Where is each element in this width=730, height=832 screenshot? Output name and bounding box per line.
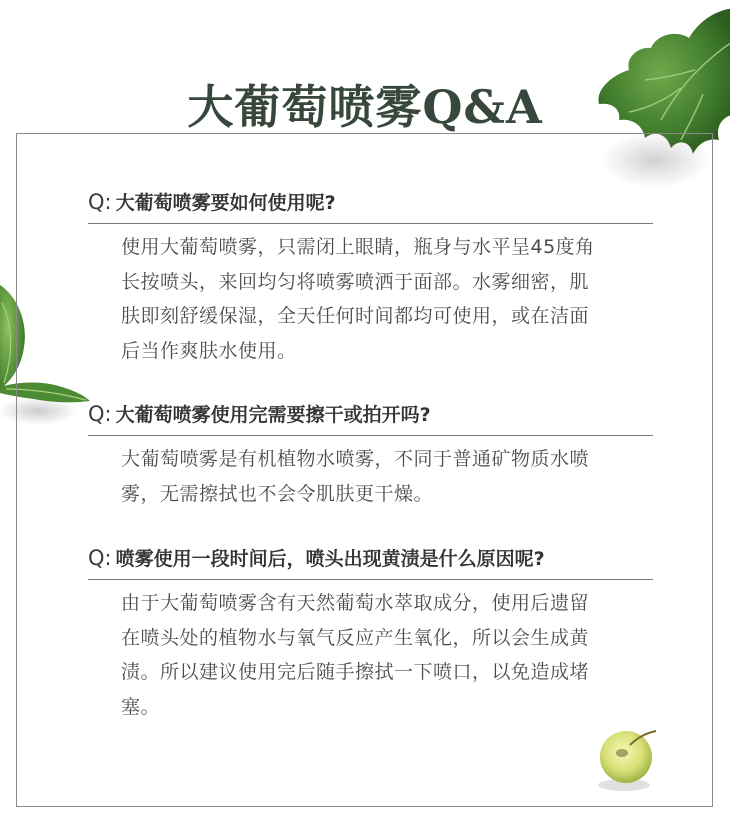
answer-text <box>88 224 653 368</box>
qa-item <box>88 188 653 368</box>
answer-line: 渍。所以建议使用完后随手擦拭一下喷口，以免造成堵 <box>121 661 590 683</box>
question-text: 大葡萄喷雾使用完需要擦干或拍开吗? <box>115 404 431 426</box>
question-row <box>88 544 653 580</box>
answer-line: 使用大葡萄喷雾，只需闭上眼睛，瓶身与水平呈45度角 <box>121 236 595 258</box>
answer-text <box>88 436 653 511</box>
answer-line: 雾，无需擦拭也不会令肌肤更干燥。 <box>121 482 434 505</box>
question-row <box>88 400 653 436</box>
question-row <box>88 188 653 224</box>
answer-line: 大葡萄喷雾是有机植物水喷雾，不同于普通矿物质水喷 <box>121 448 590 470</box>
answer-line: 由于大葡萄喷雾含有天然葡萄水萃取成分，使用后遗留 <box>121 592 590 614</box>
question-prefix: Q: <box>88 402 112 426</box>
qa-item <box>88 400 653 511</box>
answer-line: 在喷头处的植物水与氧气反应产生氧化，所以会生成黄 <box>121 626 590 649</box>
answer-line: 肤即刻舒缓保湿，全天任何时间都均可使用，或在洁面 <box>121 305 590 327</box>
qa-item <box>88 544 653 724</box>
answer-line: 长按喷头，来回均匀将喷雾喷洒于面部。水雾细密，肌 <box>121 270 590 293</box>
question-prefix: Q: <box>88 546 112 570</box>
answer-text <box>88 580 653 724</box>
question-prefix: Q: <box>88 190 112 214</box>
answer-line: 塞。 <box>121 695 161 718</box>
question-text: 喷雾使用一段时间后，喷头出现黄渍是什么原因呢? <box>115 548 545 570</box>
answer-line: 后当作爽肤水使用。 <box>121 339 297 362</box>
question-text: 大葡萄喷雾要如何使用呢? <box>115 192 336 214</box>
page-title: 大葡萄喷雾Q&A <box>187 79 543 134</box>
